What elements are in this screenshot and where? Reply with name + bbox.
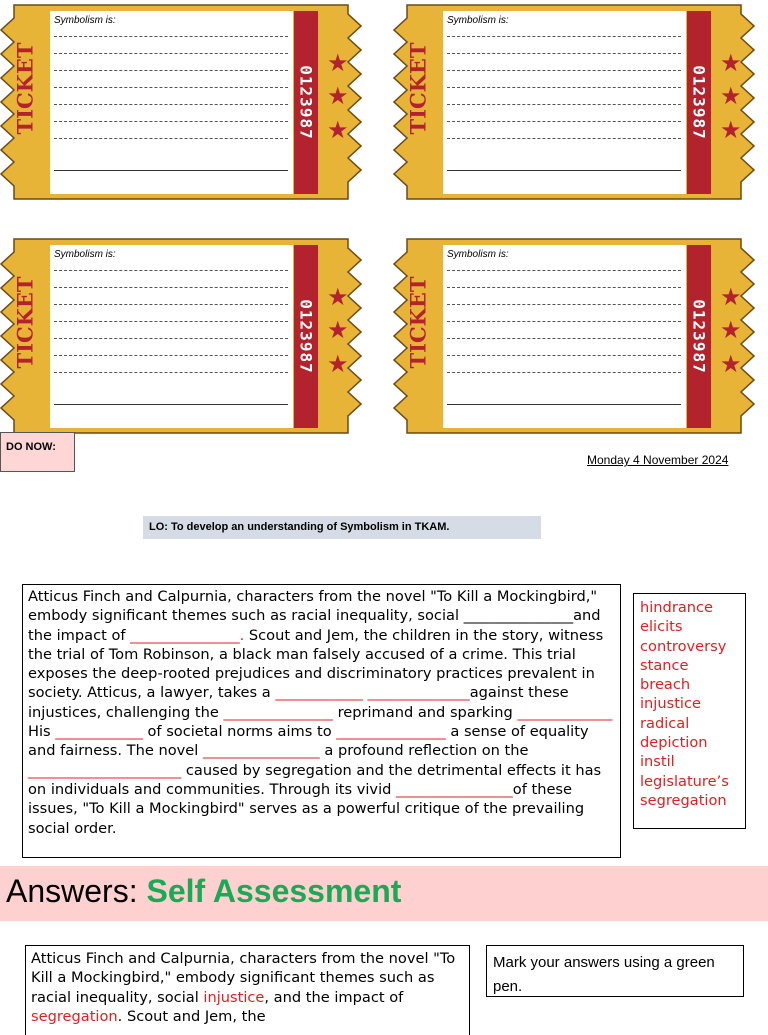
writing-line (447, 53, 681, 54)
word-bank-item: hindrance (640, 599, 714, 616)
cloze-blank[interactable]: _____________ (517, 703, 613, 721)
cloze-text: of these issues, "To Kill a Mockingbird" serves as a powerful critique of the prevailing social order. (28, 780, 585, 837)
cloze-blank[interactable]: _______________ (336, 723, 446, 741)
star-icon: ★ (327, 49, 349, 77)
lesson-date: Monday 4 November 2024 (587, 453, 729, 467)
cloze-text: a profound reflection on the (319, 742, 529, 760)
cloze-blank[interactable]: ________________ (396, 780, 513, 798)
answer-text: . Scout and Jem, the (117, 1007, 266, 1025)
ticket-label: Symbolism is: (447, 249, 509, 260)
cloze-text: reprimand and sparking (332, 703, 518, 721)
cloze-text: and the impact of (28, 607, 601, 644)
answer-word: injustice (203, 988, 265, 1006)
word-bank-item: injustice (640, 695, 701, 713)
cloze-text: against these injustices, challenging the (28, 684, 569, 721)
ticket-writing-area[interactable] (443, 11, 686, 194)
answer-word: segregation (31, 1007, 118, 1025)
writing-line (54, 355, 288, 356)
writing-line (447, 170, 681, 171)
writing-line (447, 287, 681, 288)
cloze-text: a sense of equality and fairness. The novel (28, 723, 589, 760)
mark-instruction: Mark your answers using a green pen. (486, 945, 744, 997)
cloze-blank[interactable]: _______________ (223, 703, 333, 721)
writing-line (447, 70, 681, 71)
star-icon: ★ (720, 283, 742, 311)
ticket-number: 0123987 (296, 299, 316, 374)
ticket-label: Symbolism is: (54, 15, 116, 26)
writing-line (54, 287, 288, 288)
cloze-blank[interactable]: _______________. (130, 626, 245, 644)
ticket-brand (15, 325, 36, 369)
word-bank-item: radical (640, 714, 690, 732)
writing-line (447, 304, 681, 305)
learning-objective: LO: To develop an understanding of Symbolism in TKAM. (143, 516, 541, 539)
writing-line (54, 87, 288, 88)
ticket-1 (0, 4, 362, 200)
cloze-blank[interactable]: ____________ (55, 723, 143, 741)
star-icon: ★ (327, 350, 349, 378)
ticket-number: 0123987 (689, 65, 709, 140)
star-icon: ★ (720, 350, 742, 378)
writing-line (447, 404, 681, 405)
ticket-brand (15, 91, 36, 135)
banner-prefix: Answers: (6, 873, 147, 909)
star-icon: ★ (720, 49, 742, 77)
writing-line (54, 270, 288, 271)
writing-line (447, 321, 681, 322)
word-bank-item: breach (640, 676, 691, 694)
star-icon: ★ (327, 116, 349, 144)
writing-line (447, 104, 681, 105)
writing-line (54, 104, 288, 105)
cloze-text: caused by segregation and the detrimental effects it has on individuals and communities. Through its vivid (28, 761, 602, 798)
writing-line (54, 321, 288, 322)
star-icon: ★ (327, 316, 349, 344)
banner-title (6, 873, 401, 910)
cloze-text: His (28, 723, 56, 741)
ticket-writing-area[interactable] (50, 245, 293, 428)
ticket-brand (408, 325, 429, 369)
ticket-number: 0123987 (689, 299, 709, 374)
word-bank-item: elicits (640, 618, 683, 636)
word-bank-item: stance (640, 656, 689, 674)
word-bank-item: depiction (640, 734, 708, 752)
cloze-blank[interactable]: _______________ (463, 607, 574, 625)
writing-line (54, 338, 288, 339)
do-now-box: DO NOW: (0, 432, 75, 472)
word-bank (633, 593, 746, 829)
ticket-3 (0, 238, 362, 434)
answer-text: , and the impact of (264, 988, 404, 1006)
writing-line (447, 138, 681, 139)
cloze-text: Atticus Finch and Calpurnia, characters from the novel "To Kill a Mockingbird," embody significant themes such as racial inequality, social (28, 588, 598, 625)
cloze-blank[interactable]: ____________ ______________ (275, 684, 470, 702)
ticket-number: 0123987 (296, 65, 316, 140)
cloze-text: of societal norms aims to (142, 723, 337, 741)
star-icon: ★ (720, 82, 742, 110)
star-icon: ★ (327, 283, 349, 311)
writing-line (54, 121, 288, 122)
cloze-blank[interactable]: ________________ (202, 742, 320, 760)
writing-line (447, 121, 681, 122)
writing-line (447, 87, 681, 88)
writing-line (54, 70, 288, 71)
writing-line (54, 372, 288, 373)
banner-highlight: Self Assessment (146, 873, 402, 909)
word-bank-item: segregation (640, 791, 727, 809)
writing-line (54, 138, 288, 139)
ticket-4 (393, 238, 755, 434)
word-bank-item: controversy (640, 637, 727, 655)
answers-banner (0, 866, 768, 921)
writing-line (54, 36, 288, 37)
star-icon: ★ (720, 316, 742, 344)
cloze-text: Scout and Jem, the children in the story, witness the trial of Tom Robinson, a black man falsely accused of a crime. This trial exposes the deep-rooted prejudices and discriminatory practices prevalent in society. Atticus, a lawyer, takes a (28, 626, 604, 702)
writing-line (447, 36, 681, 37)
writing-line (447, 355, 681, 356)
ticket-2 (393, 4, 755, 200)
answer-text: Atticus Finch and Calpurnia, characters from the novel "To Kill a Mockingbird," embody significant themes such as racial inequality, social (31, 950, 456, 1006)
writing-line (54, 304, 288, 305)
ticket-brand (408, 91, 429, 135)
writing-line (447, 338, 681, 339)
word-bank-item: legislature’s (640, 772, 729, 790)
cloze-paragraph (22, 584, 621, 858)
star-icon: ★ (327, 82, 349, 110)
writing-line (54, 170, 288, 171)
writing-line (54, 404, 288, 405)
ticket-writing-area[interactable] (50, 11, 293, 194)
star-icon: ★ (720, 116, 742, 144)
cloze-blank[interactable]: _____________________ (28, 761, 182, 779)
ticket-label: Symbolism is: (54, 249, 116, 260)
writing-line (447, 270, 681, 271)
writing-line (54, 53, 288, 54)
word-bank-item: instil (640, 753, 675, 771)
ticket-writing-area[interactable] (443, 245, 686, 428)
answer-paragraph (25, 945, 470, 1035)
ticket-label: Symbolism is: (447, 15, 509, 26)
writing-line (447, 372, 681, 373)
